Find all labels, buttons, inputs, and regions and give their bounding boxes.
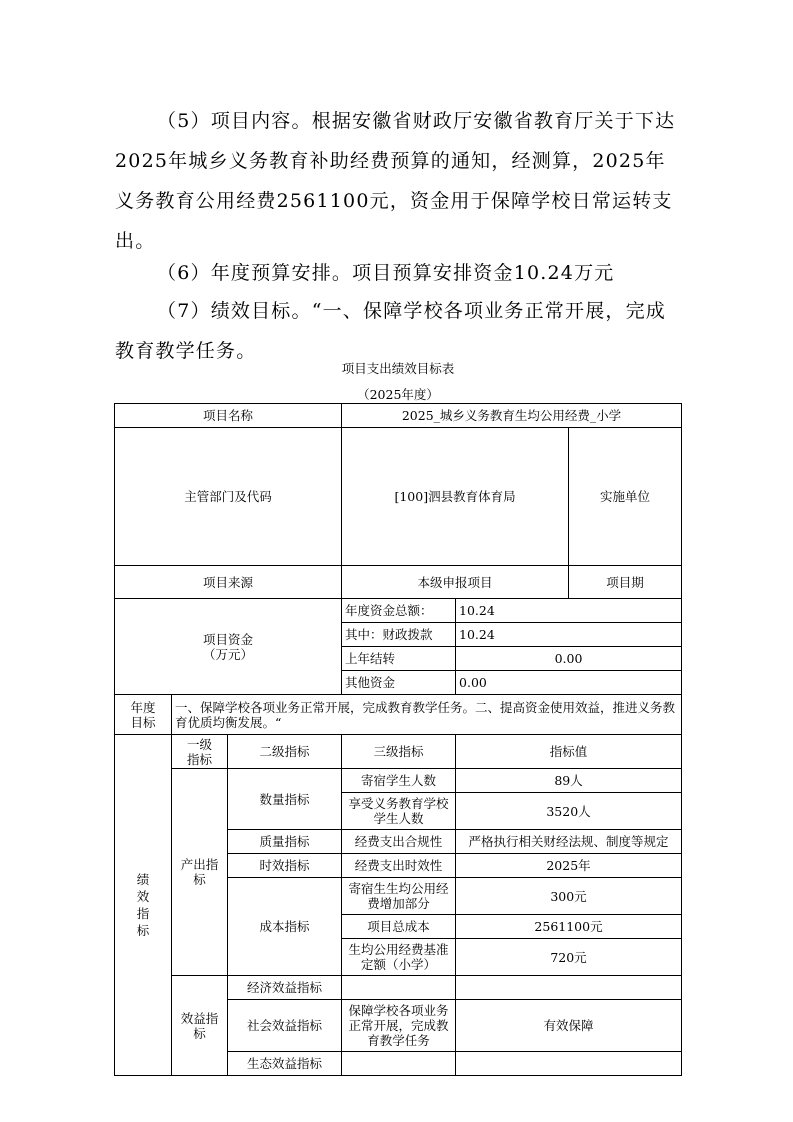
col-header-level1-line1: 一级 xyxy=(186,736,212,752)
economic-benefit-value xyxy=(456,976,682,1000)
benefit-label-line1: 效益指 xyxy=(180,1010,219,1026)
output-label-line2: 标 xyxy=(193,872,206,887)
fund-other-value: 0.00 xyxy=(456,671,682,695)
time-indicator-label: 时效指标 xyxy=(228,854,342,878)
per-student-quota-name-line1: 生均公用经费基准 xyxy=(348,942,449,957)
unit-label: 实施单位 xyxy=(569,428,682,566)
social-benefit-name-line2: 正常开展，完成教 xyxy=(348,1018,449,1033)
time-indicator-value: 2025年 xyxy=(456,854,682,878)
project-name-label: 项目名称 xyxy=(115,404,342,428)
ecological-benefit-label: 生态效益指标 xyxy=(228,1052,342,1076)
perf-label-char-4: 标 xyxy=(136,923,150,938)
social-benefit-name-line3: 育教学任务 xyxy=(367,1033,430,1048)
benefit-indicator-label xyxy=(172,976,228,1076)
compulsory-students-value: 3520人 xyxy=(456,793,682,830)
ecological-benefit-value xyxy=(456,1052,682,1076)
dept-value: [100]泗县教育体育局 xyxy=(342,428,569,566)
paragraph-annual-budget: （6）年度预算安排。项目预算安排资金10.24万元 xyxy=(157,262,615,284)
social-benefit-value: 有效保障 xyxy=(456,1000,682,1052)
compulsory-students-name-line1: 享受义务教育学校 xyxy=(348,796,449,811)
performance-target-table xyxy=(114,403,682,1076)
annual-goal-label-line1: 年度 xyxy=(130,699,156,715)
per-student-quota-value: 720元 xyxy=(456,939,682,976)
fund-other-label: 其他资金 xyxy=(342,671,456,695)
total-cost-name: 项目总成本 xyxy=(342,915,456,939)
fund-fiscal-label: 其中：财政拨款 xyxy=(342,623,456,647)
quantity-indicator-label: 数量指标 xyxy=(228,769,342,830)
col-header-level3: 三级指标 xyxy=(342,735,456,769)
table-title: 项目支出绩效目标表 xyxy=(341,361,455,376)
fund-carryover-value: 0.00 xyxy=(456,647,682,671)
annual-goal-text: 一、保障学校各项业务正常开展，完成教育教学任务。二、提高资金使用效益，推进义务教育优质均衡发展。“ xyxy=(172,695,682,735)
boarding-cost-name xyxy=(342,878,456,915)
ecological-benefit-name xyxy=(342,1052,456,1076)
cost-indicator-label: 成本指标 xyxy=(228,878,342,976)
boarding-cost-value: 300元 xyxy=(456,878,682,915)
perf-label-char-2: 效 xyxy=(136,889,150,904)
paragraph-performance-goal: （7）绩效目标。“一、保障学校各项业务正常开展，完成教育教学任务。 xyxy=(115,300,667,362)
fund-total-label: 年度资金总额： xyxy=(342,599,456,623)
funds-label xyxy=(115,599,342,695)
col-header-level1-line2: 指标 xyxy=(186,751,212,767)
source-label: 项目来源 xyxy=(115,566,342,599)
col-header-level2: 二级指标 xyxy=(228,735,342,769)
economic-benefit-name xyxy=(342,976,456,1000)
benefit-label-line2: 标 xyxy=(193,1025,206,1041)
social-benefit-label: 社会效益指标 xyxy=(228,1000,342,1052)
social-benefit-name xyxy=(342,1000,456,1052)
time-indicator-name: 经费支出时效性 xyxy=(342,854,456,878)
total-cost-value: 2561100元 xyxy=(456,915,682,939)
col-header-level1 xyxy=(172,735,228,769)
quality-indicator-value: 严格执行相关财经法规、制度等规定 xyxy=(456,830,682,854)
paragraph-project-content: （5）项目内容。根据安徽省财政厅安徽省教育厅关于下达2025年城乡义务教育补助经费预算的通知，经测算，2025年义务教育公用经费2561100元，资金用于保障学校日常运转支出。 xyxy=(115,110,676,252)
perf-label-char-3: 指 xyxy=(136,906,150,921)
col-header-value: 指标值 xyxy=(456,735,682,769)
boarding-cost-name-line2: 费增加部分 xyxy=(367,896,430,911)
project-name-value: 2025_城乡义务教育生均公用经费_小学 xyxy=(342,404,682,428)
quality-indicator-name: 经费支出合规性 xyxy=(342,830,456,854)
dept-label: 主管部门及代码 xyxy=(115,428,342,566)
funds-label-line1: 项目资金 xyxy=(203,631,254,647)
output-label-line1: 产出指 xyxy=(180,857,219,872)
fund-carryover-label: 上年结转 xyxy=(342,647,456,671)
annual-goal-label-line2: 目标 xyxy=(130,714,156,730)
boarding-students-name: 寄宿学生人数 xyxy=(342,769,456,793)
compulsory-students-name-line2: 学生人数 xyxy=(373,811,424,826)
boarding-students-value: 89人 xyxy=(456,769,682,793)
per-student-quota-name-line2: 定额（小学） xyxy=(361,957,437,972)
fund-fiscal-value: 10.24 xyxy=(456,623,682,647)
quality-indicator-label: 质量指标 xyxy=(228,830,342,854)
table-year: （2025年度） xyxy=(357,387,439,402)
social-benefit-name-line1: 保障学校各项业务 xyxy=(348,1003,449,1018)
annual-goal-label xyxy=(115,695,172,735)
perf-label-char-1: 绩 xyxy=(136,872,150,887)
source-value: 本级申报项目 xyxy=(342,566,569,599)
economic-benefit-label: 经济效益指标 xyxy=(228,976,342,1000)
output-indicator-label xyxy=(172,769,228,976)
funds-label-line2: （万元） xyxy=(203,646,254,662)
compulsory-students-name xyxy=(342,793,456,830)
period-label: 项目期 xyxy=(569,566,682,599)
perf-indicator-label xyxy=(115,735,172,1076)
per-student-quota-name xyxy=(342,939,456,976)
fund-total-value: 10.24 xyxy=(456,599,682,623)
boarding-cost-name-line1: 寄宿生生均公用经 xyxy=(348,881,449,896)
